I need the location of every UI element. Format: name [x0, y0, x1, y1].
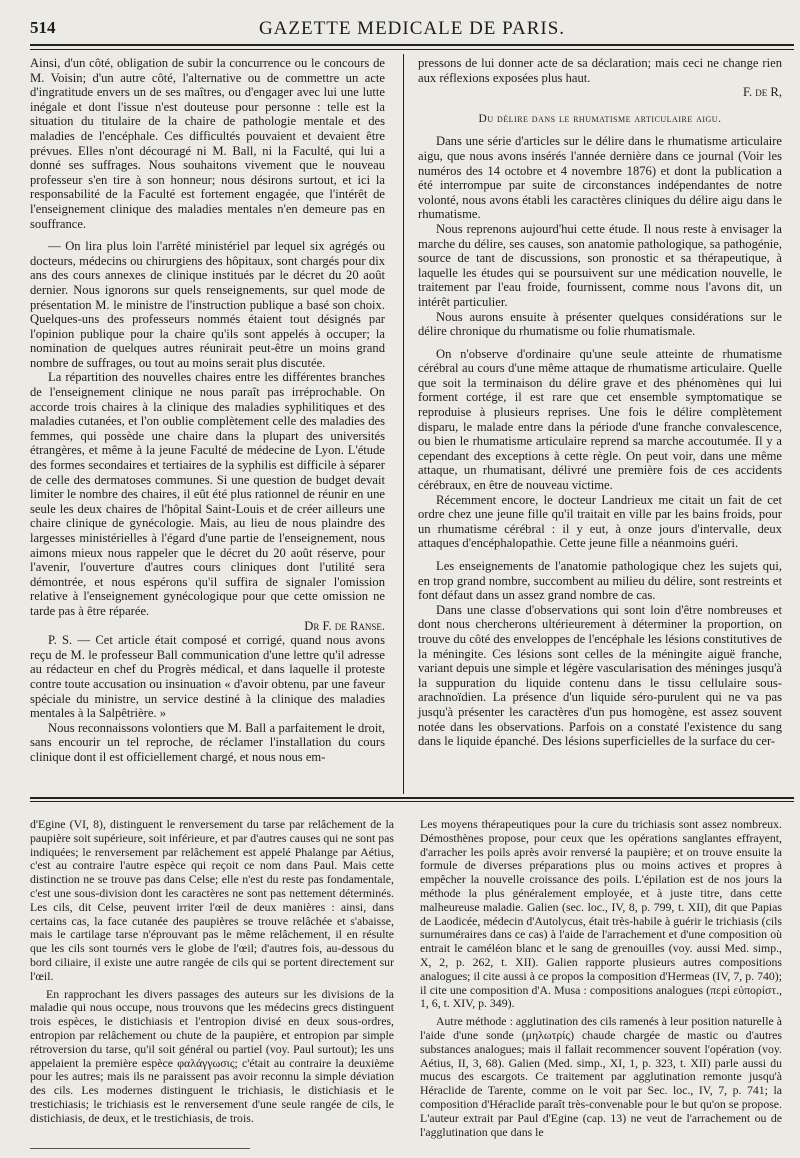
- paragraph: Les moyens thérapeutiques pour la cure du trichiasis sont assez nombreux. Démosthènes propose, pour ceux que les opérations sanglantes effrayent, d'arracher les poils après avoir renversé la paupière; et on trouve ensuite la formule de diverses préparations plus ou moins actives et propres à empêcher la nouvelle croissance des poils. L'épilation est de nos jours la méthode la plus généralement employée, et à juste titre, dans cette malheureuse maladie. Galien (sec. loc., IV, 8, p. 799, t. XII), dit que Papias de Laodicée, médecin d'Autolycus, était très-habile à guérir le trichiasis (cils surnuméraires dans ce cas) à l'aide de l'arrachement et d'une composition où entrait le caméléon blanc et le sang de grenouilles (voy. aussi Med. simp., X, 2, p. 262, t. XII). Galien rapporte plusieurs autres compositions analogues; il cite aussi à ce propos la composition d'Hermeas (IV, 7, p. 740); il cite une composition d'A. Musa : compositions analogues (περὶ εὐπορίστ., 1, 6, t. XIV, p. 349).: [420, 817, 782, 1011]
- paragraph: On n'observe d'ordinaire qu'une seule atteinte de rhumatisme cérébral au cours d'une même attaque de rhumatisme articulaire. Quelle que soit la terminaison du délire grave et des phénomènes qui lui forment cortége, il est rare que cet ensemble symptomatique se reproduise à plusieurs reprises. Une fois le délire complètement disparu, le malade entre dans la période d'une franche convalescence, ou bien le rhumatisme articulaire reprend sa marche accoutumée. Il y a cependant des exceptions à cette règle. On peut voir, dans une même attaque, un rhumatisant, délivré une première fois de ces accidents cérébraux, en être de nouveau victime.: [418, 346, 782, 493]
- author-signature: F. de R,: [743, 85, 782, 100]
- feuilleton-right-column: [420, 818, 782, 1139]
- paragraph: Nous reconnaissons volontiers que M. Ball a parfaitement le droit, sans encourir un tel reproche, de réclamer l'installation du cours clinique dont il est officiellement chargé, et nous nous em-: [30, 720, 385, 764]
- paragraph: — On lira plus loin l'arrêté ministériel par lequel six agrégés ou docteurs, médecins ou chirurgiens des hôpitaux, sont chargés pour dix ans des cours annexes de clinique institués par le décret du 20 août dernier. Nous ignorons sur quels renseignements, sur quel mode de présentation M. le ministre de l'instruction publique a basé son choix. Quelques-uns des professeurs nommés étaient tout désignés par l'opinion publique pour la chaire qu'ils sont appelés à occuper; la nomination de quelques autres réunirait peut-être un moins grand nombre de suffrages, ou tout au moins serait plus discutée.: [30, 239, 385, 370]
- feuilleton-rule-thin: [30, 801, 794, 802]
- paragraph: La répartition des nouvelles chaires entre les différentes branches de l'enseignement clinique ne nous paraît pas irréprochable. On accorde trois chaires à la clinique des maladies syphilitiques et des maladies cutanées, et l'on oublie complètement celle des maladies des femmes, qui possède une chaire dans la plupart des universités étrangères, et même à la jeune Faculté de médecine de Lyon. L'étude des formes secondaires et tertiaires de la syphilis est difficile à séparer de celle des dermatoses communes. Si une question de budget devait limiter le nombre des chaires, il eût été plus rationnel de réunir en une seule les deux chaires de l'hôpital Saint-Louis et de créer ailleurs une chaire clinique de gynécologie. Mais, au lieu de nous plaindre des largesses ministérielles à l'égard d'une partie de l'enseignement, nous aimons mieux nous rappeler que le décret du 20 août réserve, pour l'avenir, l'ouverture d'autres cours cliniques dont l'utilité sera démontrée, et nous espérons qu'il suffira de signaler l'omission relative à l'enseignement gynécologique pour que cette omission ne tarde pas à être réparée.: [30, 370, 385, 618]
- left-column: [30, 56, 385, 765]
- article-title: Du délire dans le rhumatisme articulaire aigu.: [478, 112, 722, 125]
- paragraph: Dans une classe d'observations qui sont loin d'être nombreuses et dont nous chercherons ultérieurement à déterminer la proportion, on trouve du côté des enveloppes de l'encéphale les lésions constitutives de la méningite. Ces lésions sont celles de la méningite aiguë franche, variant depuis une simple et légère vascularisation des méninges jusqu'à la suppuration du liquide contenu dans le tissu cellulaire sous-arachnoïdien. La présence d'un liquide séro-purulent qui ne va pas jusqu'à présenter les caractères d'un pus homogène, est assez souvent notée dans les observations. Parfois on a constaté l'existence du sang dans le liquide épanché. Des lésions superficielles de la surface du cer-: [418, 602, 782, 749]
- paragraph: d'Egine (VI, 8), distinguent le renversement du tarse par relâchement de la paupière soit supérieure, soit inférieure, et par d'autres causes qui ne sont pas indiquées; le renversement par relâchement est appelé Phalange par Aétius, c'est au contraire l'autre espèce qui reçoit ce nom dans Paul. Mais cette distinction ne se trouve pas dans Celse; elle n'est du reste pas fondamentale, c'est une sous-division dont les caractères ne sont pas nettement déterminés. Les cils, dit Celse, peuvent irriter l'œil de deux manières : ainsi, dans certains cas, la face cutanée des paupières se trouve relâchée et s'abaisse, mais le cartilage tarse n'éprouvant pas le même relâchement, il en résulte que les cils sont tournés vers le globe de l'œil; d'autres fois, au-dessous du bord ciliaire, il existe une autre rangée de cils qui se portent directement sur l'œil.: [30, 817, 394, 983]
- paragraph: Nous reprenons aujourd'hui cette étude. Il nous reste à envisager la marche du délire, ses causes, son anatomie pathologique, sa pathogénie, source de tant de discussions, son pronostic et sa thérapeutique, à laquelle les études qui se poursuivent sur une médication nouvelle, le traitement par l'eau froide, fournissent, comme nous l'avons dit, un intérêt particulier.: [418, 221, 782, 309]
- paragraph: pressons de lui donner acte de sa déclaration; mais ceci ne change rien aux réflexions exposées plus haut.: [418, 56, 782, 85]
- paragraph: Ainsi, d'un côté, obligation de subir la concurrence ou le concours de M. Voisin; d'un autre côté, l'alternative ou de commettre un acte d'ingratitude envers un de ses maîtres, ou d'engager avec lui une lutte inégale et dont l'issue n'est douteuse pour personne : telle est la situation du titulaire de la chaire de pathologie mentale et des maladies de l'encéphale. Ces difficultés pouvaient et devaient être prévues. Elles n'ont découragé ni M. Ball, ni la Faculté, qui lui a donné ses suffrages. Nous souhaitons vivement que le nouveau professeur s'en tire à son honneur; nous désirons surtout, et ici la responsabilité de la Faculté est fortement engagée, que l'intérêt de l'enseignement clinique des maladies mentales n'en demeure pas en souffrance.: [30, 56, 385, 231]
- paragraph: Nous aurons ensuite à présenter quelques considérations sur le délire chronique du rhumatisme ou folie rhumatismale.: [418, 309, 782, 339]
- paragraph: Dans une série d'articles sur le délire dans le rhumatisme articulaire aigu, que nous avons insérés l'année dernière dans ce journal (Voir les numéros des 14 octobre et 4 novembre 1876) et dont la publication a été interrompue par suite de circonstances indépendantes de notre volonté, nous avons établi les caractères cliniques du délire aigu dans le rhumatisme.: [418, 134, 782, 222]
- journal-title: GAZETTE MEDICALE DE PARIS.: [258, 18, 566, 39]
- paragraph: Les enseignements de l'anatomie pathologique chez les sujets qui, en trop grand nombre, succombent au milieu du délire, sont restreints et font défaut dans un assez grand nombre de cas.: [418, 559, 782, 603]
- column-rule: [403, 54, 404, 794]
- bottom-rule: [30, 1148, 250, 1149]
- paragraph: Autre méthode : agglutination des cils ramenés à leur position naturelle à l'aide d'une sonde (μηλωτρίς) chaude chargée de mastic ou d'autres substances analogues; mais il fallait recommencer souvent l'opération (voy. Aétius, II, 3, 68). Galien (Med. simp., XI, 1, p. 323, t. XII) parle aussi du mucus des escargots. Ce traitement par agglutination remonte jusqu'à Héraclide de Tarente, comme on le voit par Sec. loc., IV, 7, p. 741; la composition d'Héraclide paraît très-convenable pour le but qu'on se propose. L'auteur extrait par Paul d'Egine (cap. 13) ne veut de l'arrachement ou de l'agglutination que dans le: [420, 1014, 782, 1139]
- header-rule: [30, 44, 794, 46]
- page-number: 514: [30, 18, 56, 37]
- feuilleton-rule: [30, 797, 794, 799]
- right-column: [418, 56, 782, 749]
- running-head: [30, 18, 794, 46]
- paragraph: Récemment encore, le docteur Landrieux me citait un fait de cet ordre chez une jeune fille qu'il traitait en ville par les bains froids, pour un rhumatisme cérébral : il y eut, à onze jours d'intervalle, deux attaques d'encéphalopathie. Cette jeune fille a néanmoins guéri.: [418, 492, 782, 551]
- paragraph: P. S. — Cet article était composé et corrigé, quand nous avons reçu de M. le professeur Ball communication d'une lettre qu'il adresse au rédacteur en chef du Progrès médical, et dans laquelle il proteste contre toute accusation ou insinuation « d'avoir obtenu, par une faveur spéciale du ministre, un service destiné à la clinique des maladies mentales à la Salpêtrière. »: [30, 633, 385, 721]
- author-signature: Dr F. de Ranse.: [304, 618, 385, 633]
- paragraph: En rapprochant les divers passages des auteurs sur les divisions de la maladie qui nous occupe, nous trouvons que les médecins grecs distinguent trois espèces, le distichiasis et l'entropion divisé en deux sous-ordres, entropion par relâchement ou chute de la paupière, et entropion par simple rétroversion du tarse, qu'il soit général ou partiel (voy. Paul surtout); les uns appelaient la première espèce φαλάγγωσις; c'était au contraire la deuxième pour les autres; mais ils ne paraissent pas avoir reconnu la simple déviation des cils. Les modernes distinguent le trichiasis, le distichiasis et le trestichiasis; le trichiasis est le renversement d'une seule rangée de cils, le distichiasis, de deux, et le trestichiasis, de trois.: [30, 986, 394, 1125]
- feuilleton-left-column: [30, 818, 394, 1126]
- header-rule-thin: [30, 49, 794, 50]
